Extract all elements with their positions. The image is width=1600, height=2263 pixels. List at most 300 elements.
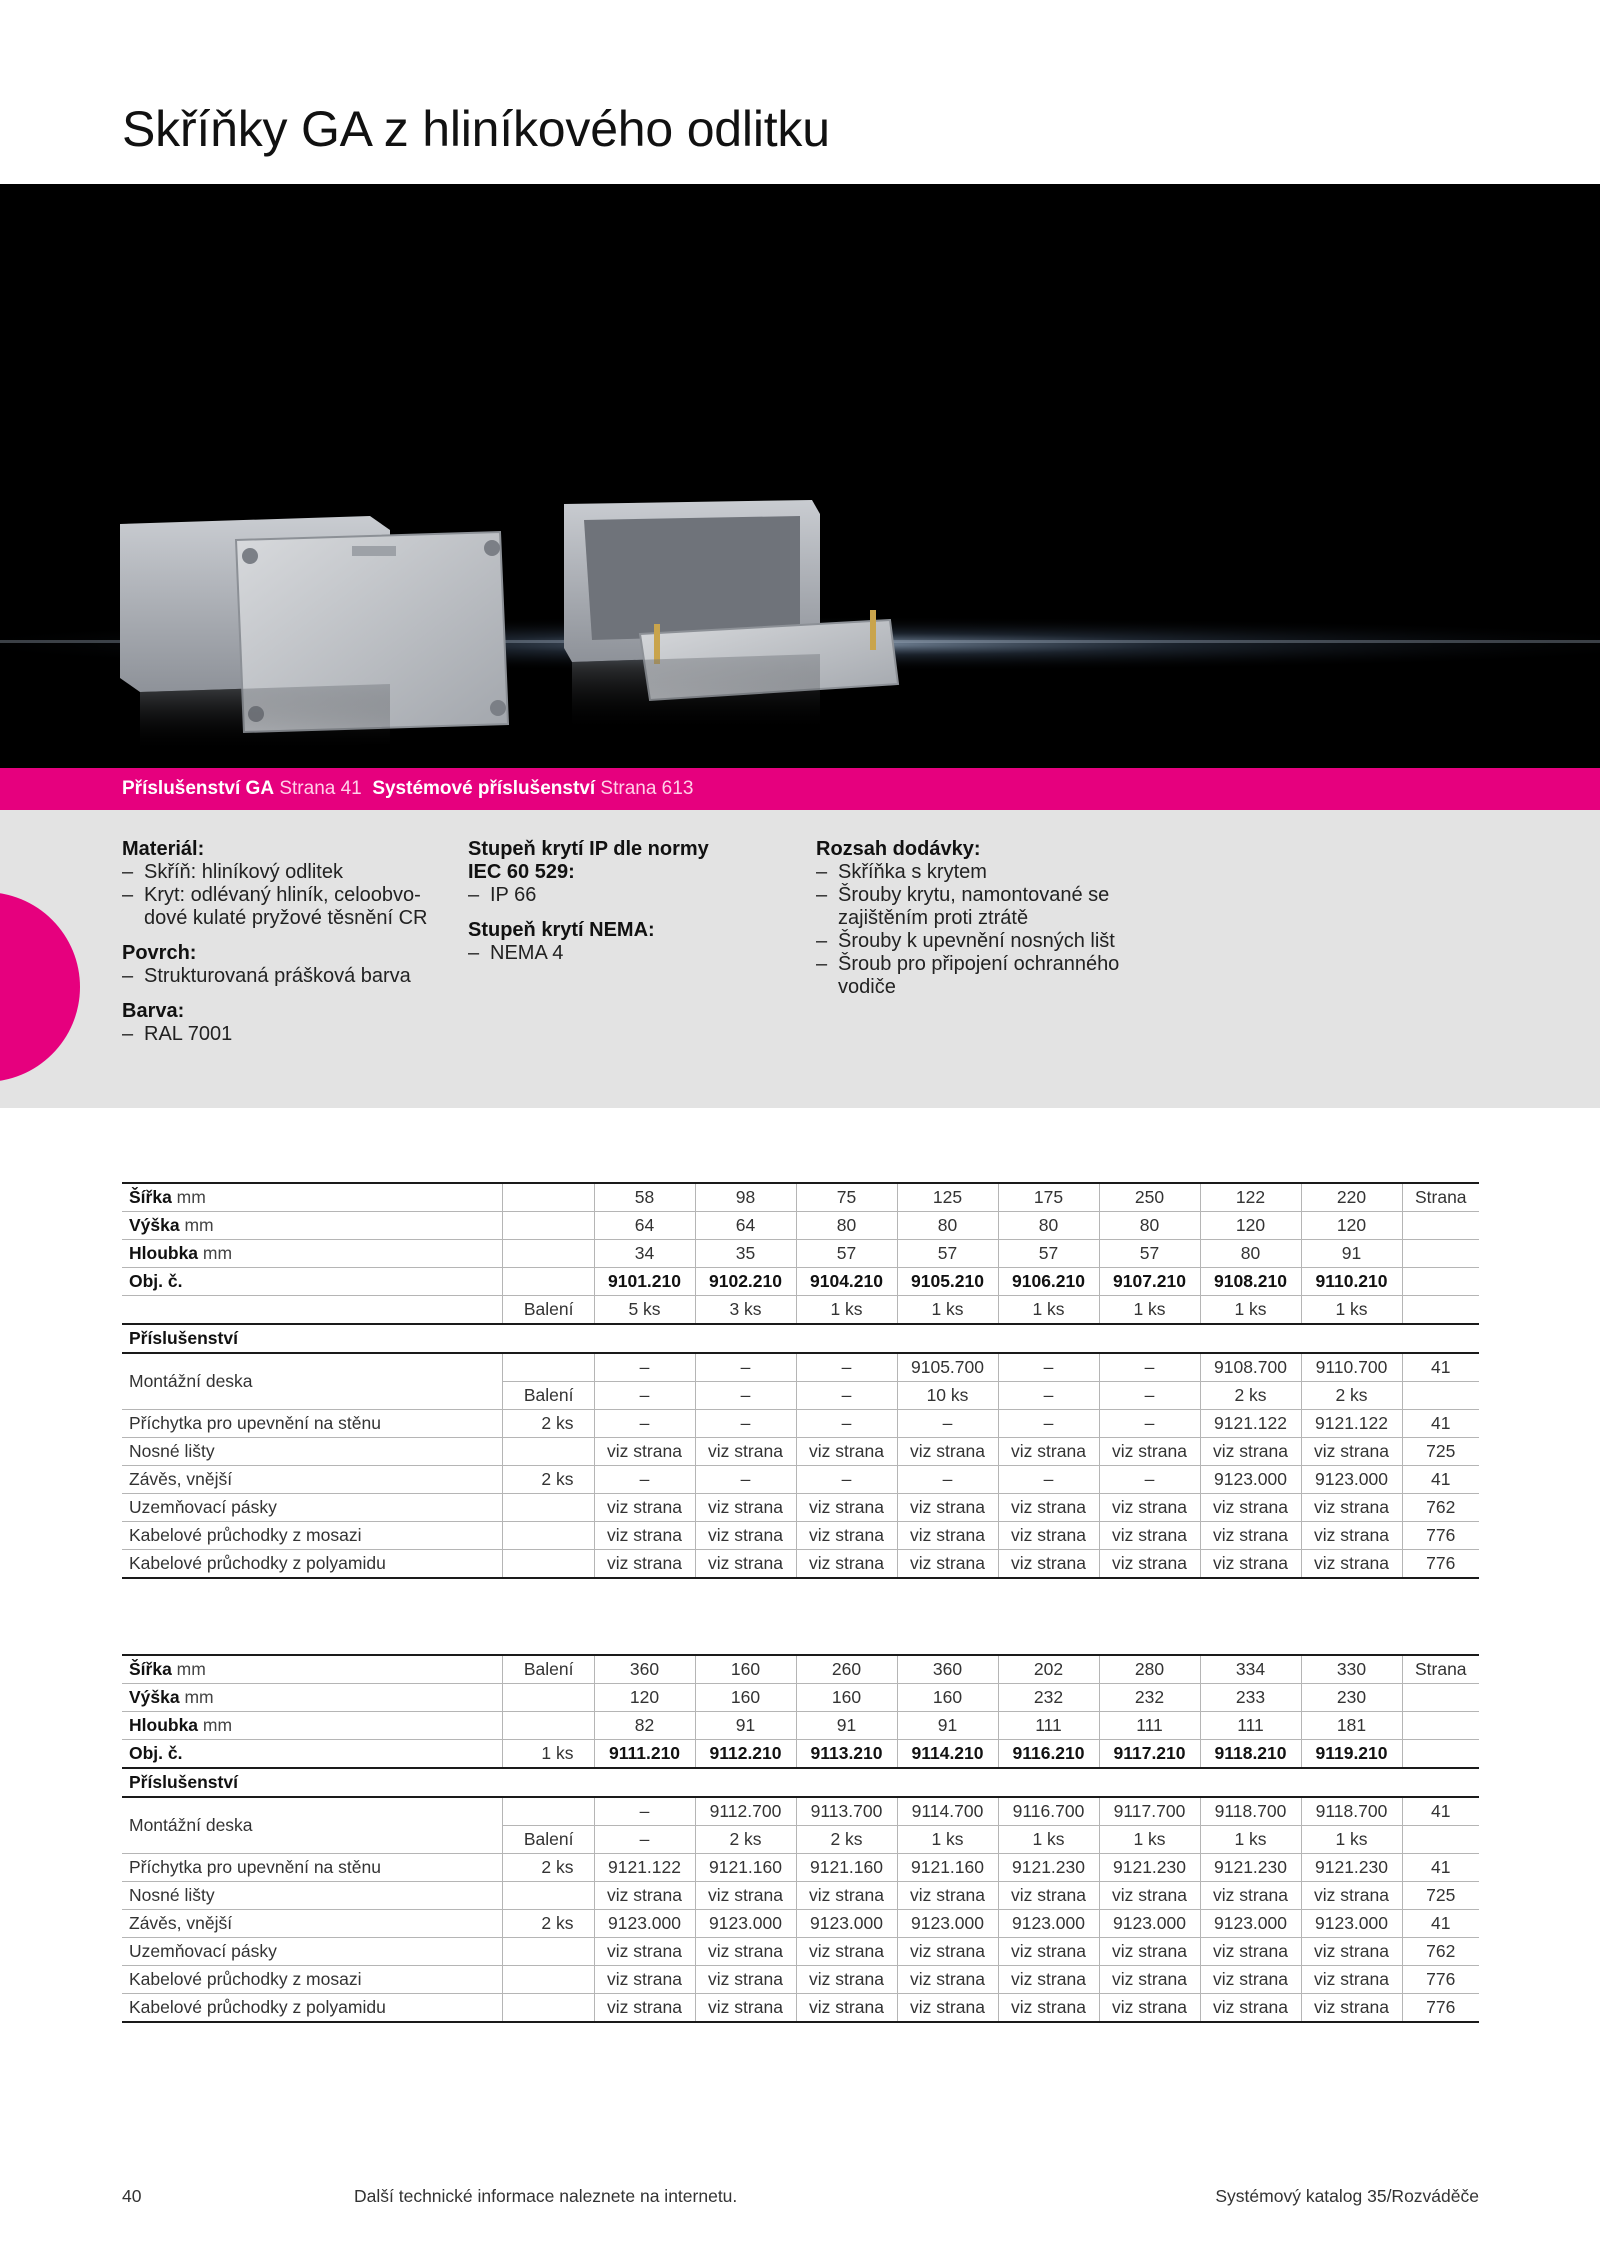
table-cell: 9113.210: [796, 1740, 897, 1769]
table-cell: 9118.700: [1301, 1797, 1402, 1826]
row-sub-label: [502, 1550, 594, 1579]
table-cell: 98: [695, 1183, 796, 1212]
table-cell: 280: [1099, 1655, 1200, 1684]
table-cell: 91: [695, 1712, 796, 1740]
row-sub-label: [502, 1240, 594, 1268]
table-cell: 111: [1200, 1712, 1301, 1740]
accessory-link-ga[interactable]: Příslušenství GA: [122, 778, 275, 799]
table-cell: 9112.210: [695, 1740, 796, 1769]
table-cell: 160: [695, 1684, 796, 1712]
row-label-main: Hloubka: [129, 1243, 199, 1263]
table-cell: 9105.700: [897, 1353, 998, 1382]
table-cell: –: [998, 1466, 1099, 1494]
table-cell: 91: [897, 1712, 998, 1740]
table-cell: 2 ks: [796, 1826, 897, 1854]
page-ref: [1402, 1712, 1479, 1740]
table-cell: 9118.210: [1200, 1740, 1301, 1769]
table-cell: 175: [998, 1183, 1099, 1212]
row-sub-label: [502, 1212, 594, 1240]
spec-list-item: – IP 66: [468, 884, 788, 907]
row-label-unit: mm: [198, 1715, 233, 1735]
table-cell: 57: [796, 1240, 897, 1268]
table-row: [122, 1882, 1479, 1910]
table-cell: viz strana: [897, 1994, 998, 2023]
table-row: [122, 1494, 1479, 1522]
row-label: [122, 1296, 502, 1325]
table-cell: 3 ks: [695, 1296, 796, 1325]
row-label: [122, 1655, 502, 1684]
table-cell: –: [594, 1382, 695, 1410]
row-label-main: Obj. č.: [129, 1743, 183, 1763]
row-label: Kabelové průchodky z polyamidu: [122, 1550, 502, 1579]
page-ref: 41: [1402, 1910, 1479, 1938]
row-sub-label: [502, 1797, 594, 1826]
table-row: [122, 1684, 1479, 1712]
enclosures-illustration: [0, 184, 1600, 768]
table-cell: viz strana: [897, 1550, 998, 1579]
table-cell: –: [594, 1410, 695, 1438]
page-ref: 41: [1402, 1797, 1479, 1826]
table-cell: 9121.160: [695, 1854, 796, 1882]
page-ref: 725: [1402, 1882, 1479, 1910]
table-cell: 1 ks: [1099, 1296, 1200, 1325]
section-heading: Příslušenství: [122, 1768, 1479, 1797]
table-cell: viz strana: [1301, 1522, 1402, 1550]
table-cell: –: [594, 1826, 695, 1854]
spec-list-item: – RAL 7001: [122, 1023, 452, 1046]
table-cell: viz strana: [1200, 1938, 1301, 1966]
table-cell: viz strana: [594, 1522, 695, 1550]
table-cell: viz strana: [594, 1494, 695, 1522]
table-cell: 9108.210: [1200, 1268, 1301, 1296]
table-cell: 9102.210: [695, 1268, 796, 1296]
accessory-link-ga-page: Strana 41: [279, 778, 362, 799]
table-cell: 233: [1200, 1684, 1301, 1712]
table-cell: 9123.000: [1200, 1910, 1301, 1938]
table-row: [122, 1183, 1479, 1212]
table-cell: 220: [1301, 1183, 1402, 1212]
delivery-title: Rozsah dodávky:: [816, 838, 981, 860]
row-label: Kabelové průchodky z mosazi: [122, 1522, 502, 1550]
row-sub-label: [502, 1684, 594, 1712]
table-cell: viz strana: [998, 1438, 1099, 1466]
table-cell: 9116.210: [998, 1740, 1099, 1769]
table-cell: viz strana: [695, 1994, 796, 2023]
table-cell: viz strana: [998, 1550, 1099, 1579]
table-cell: 1 ks: [998, 1296, 1099, 1325]
table-cell: 9123.000: [1301, 1910, 1402, 1938]
row-sub-label: [502, 1712, 594, 1740]
row-label: Montážní deska: [122, 1353, 502, 1410]
table-cell: viz strana: [998, 1938, 1099, 1966]
table-cell: viz strana: [897, 1966, 998, 1994]
table-cell: viz strana: [594, 1966, 695, 1994]
spec-column-delivery: [816, 838, 1156, 1011]
table-cell: viz strana: [1099, 1522, 1200, 1550]
spec-list-item: – Šrouby krytu, namontované se zajištěním proti ztrátě: [816, 884, 1156, 930]
table-cell: 1 ks: [1301, 1296, 1402, 1325]
spec-list-item: – Kryt: odlévaný hliník, celoobvo-dové kulaté pryžové těsnění CR: [122, 884, 452, 930]
table-cell: viz strana: [695, 1550, 796, 1579]
table-cell: –: [594, 1797, 695, 1826]
table-cell: viz strana: [897, 1438, 998, 1466]
table-cell: 1 ks: [998, 1826, 1099, 1854]
table-cell: viz strana: [1200, 1494, 1301, 1522]
table-cell: 2 ks: [695, 1826, 796, 1854]
table-cell: viz strana: [695, 1938, 796, 1966]
nema-list: [468, 942, 788, 965]
page-ref: 776: [1402, 1966, 1479, 1994]
material-title: Materiál:: [122, 838, 205, 860]
ip-title-line2: IEC 60 529:: [468, 861, 575, 883]
table-cell: 360: [897, 1655, 998, 1684]
table-cell: –: [796, 1466, 897, 1494]
table-row: [122, 1655, 1479, 1684]
page-ref: Strana: [1402, 1655, 1479, 1684]
table-cell: 34: [594, 1240, 695, 1268]
table-cell: 9121.122: [594, 1854, 695, 1882]
table-row: [122, 1324, 1479, 1353]
table-cell: 120: [1301, 1212, 1402, 1240]
table-cell: 1 ks: [1200, 1826, 1301, 1854]
row-label: Nosné lišty: [122, 1882, 502, 1910]
table-row: [122, 1410, 1479, 1438]
table-cell: viz strana: [1301, 1994, 1402, 2023]
row-label: [122, 1684, 502, 1712]
table-cell: –: [796, 1353, 897, 1382]
table-cell: viz strana: [998, 1882, 1099, 1910]
color-title: Barva:: [122, 1000, 185, 1022]
page-ref: [1402, 1296, 1479, 1325]
table-cell: 120: [1200, 1212, 1301, 1240]
table-cell: 58: [594, 1183, 695, 1212]
table-cell: 2 ks: [1200, 1382, 1301, 1410]
table-cell: 9112.700: [695, 1797, 796, 1826]
table-cell: 9121.122: [1301, 1410, 1402, 1438]
table-cell: 9123.000: [897, 1910, 998, 1938]
page-ref: 776: [1402, 1550, 1479, 1579]
row-sub-label: [502, 1522, 594, 1550]
table-cell: 9123.000: [796, 1910, 897, 1938]
table-cell: 9121.160: [796, 1854, 897, 1882]
color-list: [122, 1023, 452, 1046]
row-label-unit: mm: [171, 1659, 206, 1679]
table-cell: viz strana: [695, 1882, 796, 1910]
table-cell: 1 ks: [1200, 1296, 1301, 1325]
table-cell: viz strana: [1099, 1438, 1200, 1466]
table-cell: viz strana: [1099, 1494, 1200, 1522]
table-cell: viz strana: [1200, 1882, 1301, 1910]
table-cell: 82: [594, 1712, 695, 1740]
table-cell: 64: [594, 1212, 695, 1240]
row-sub-label: [502, 1994, 594, 2023]
table-cell: viz strana: [1099, 1966, 1200, 1994]
table-cell: 5 ks: [594, 1296, 695, 1325]
table-cell: –: [796, 1382, 897, 1410]
table-cell: –: [695, 1466, 796, 1494]
row-label-unit: mm: [179, 1215, 214, 1235]
table-cell: 9123.000: [695, 1910, 796, 1938]
table-cell: 9121.230: [1099, 1854, 1200, 1882]
table-cell: 232: [1099, 1684, 1200, 1712]
table-row: [122, 1712, 1479, 1740]
table-cell: 260: [796, 1655, 897, 1684]
table-row: [122, 1212, 1479, 1240]
nema-title: Stupeň krytí NEMA:: [468, 919, 655, 941]
page-ref: 776: [1402, 1522, 1479, 1550]
row-label: Nosné lišty: [122, 1438, 502, 1466]
table-cell: –: [1099, 1410, 1200, 1438]
table-cell: viz strana: [1301, 1938, 1402, 1966]
row-label: [122, 1268, 502, 1296]
table-cell: viz strana: [1200, 1522, 1301, 1550]
table-cell: 120: [594, 1684, 695, 1712]
row-sub-label: Balení: [502, 1826, 594, 1854]
table-cell: –: [897, 1410, 998, 1438]
table-cell: 9121.230: [1200, 1854, 1301, 1882]
row-sub-label: 2 ks: [502, 1410, 594, 1438]
table-cell: 111: [998, 1712, 1099, 1740]
page-ref: [1402, 1382, 1479, 1410]
row-label: [122, 1212, 502, 1240]
table-cell: 9123.000: [998, 1910, 1099, 1938]
table-cell: –: [998, 1410, 1099, 1438]
table-cell: 9121.122: [1200, 1410, 1301, 1438]
ip-title-line1: Stupeň krytí IP dle normy: [468, 838, 709, 860]
table-cell: 9117.210: [1099, 1740, 1200, 1769]
row-sub-label: 2 ks: [502, 1466, 594, 1494]
table-cell: 9101.210: [594, 1268, 695, 1296]
table-cell: –: [695, 1382, 796, 1410]
table-cell: 9106.210: [998, 1268, 1099, 1296]
table-cell: 9107.210: [1099, 1268, 1200, 1296]
table-cell: viz strana: [796, 1882, 897, 1910]
table-cell: viz strana: [897, 1494, 998, 1522]
table-cell: 9114.700: [897, 1797, 998, 1826]
table-cell: 75: [796, 1183, 897, 1212]
table-cell: 1 ks: [1301, 1826, 1402, 1854]
table-cell: 9114.210: [897, 1740, 998, 1769]
table-cell: viz strana: [998, 1522, 1099, 1550]
table-cell: 64: [695, 1212, 796, 1240]
page-ref: [1402, 1826, 1479, 1854]
table-cell: –: [695, 1353, 796, 1382]
table-cell: –: [796, 1410, 897, 1438]
spec-column-protection: [468, 838, 788, 977]
table-cell: 360: [594, 1655, 695, 1684]
row-label: [122, 1740, 502, 1769]
table-cell: viz strana: [594, 1938, 695, 1966]
row-sub-label: [502, 1938, 594, 1966]
table-row: [122, 1268, 1479, 1296]
table-cell: viz strana: [1301, 1882, 1402, 1910]
spec-list-item: – Strukturovaná prášková barva: [122, 965, 452, 988]
product-table-1: [122, 1182, 1479, 1579]
table-cell: viz strana: [1301, 1550, 1402, 1579]
table-cell: viz strana: [796, 1494, 897, 1522]
table-cell: viz strana: [1200, 1994, 1301, 2023]
table-cell: 160: [897, 1684, 998, 1712]
row-label-main: Výška: [129, 1215, 180, 1235]
footer-info: Další technické informace naleznete na internetu.: [354, 2186, 738, 2206]
table-cell: viz strana: [796, 1438, 897, 1466]
row-sub-label: 1 ks: [502, 1740, 594, 1769]
table-cell: 80: [796, 1212, 897, 1240]
spec-list-item: – NEMA 4: [468, 942, 788, 965]
table-cell: –: [897, 1466, 998, 1494]
row-label: [122, 1712, 502, 1740]
table-cell: viz strana: [1099, 1994, 1200, 2023]
table-cell: viz strana: [1200, 1438, 1301, 1466]
table-row: [122, 1797, 1479, 1826]
surface-title: Povrch:: [122, 942, 197, 964]
row-label-unit: mm: [179, 1687, 214, 1707]
table-row: [122, 1910, 1479, 1938]
table-cell: viz strana: [695, 1966, 796, 1994]
table-cell: viz strana: [695, 1522, 796, 1550]
table-cell: 9123.000: [1099, 1910, 1200, 1938]
table-cell: viz strana: [796, 1550, 897, 1579]
table-cell: viz strana: [695, 1494, 796, 1522]
table-cell: viz strana: [1200, 1550, 1301, 1579]
row-sub-label: 2 ks: [502, 1854, 594, 1882]
page-ref: [1402, 1240, 1479, 1268]
table-cell: 230: [1301, 1684, 1402, 1712]
row-label: Kabelové průchodky z mosazi: [122, 1966, 502, 1994]
table-row: [122, 1296, 1479, 1325]
table-row: [122, 1466, 1479, 1494]
page-ref: 776: [1402, 1994, 1479, 2023]
row-sub-label: [502, 1183, 594, 1212]
table-cell: 80: [897, 1212, 998, 1240]
row-sub-label: [502, 1882, 594, 1910]
section-heading: Příslušenství: [122, 1324, 1479, 1353]
table-cell: 125: [897, 1183, 998, 1212]
spec-list-item: – Skříň: hliníkový odlitek: [122, 861, 452, 884]
table-cell: –: [998, 1382, 1099, 1410]
row-label: Závěs, vnější: [122, 1910, 502, 1938]
table-cell: viz strana: [594, 1882, 695, 1910]
row-sub-label: [502, 1494, 594, 1522]
table-row: [122, 1768, 1479, 1797]
table-cell: 9105.210: [897, 1268, 998, 1296]
accessory-link-system[interactable]: Systémové příslušenství: [372, 778, 596, 799]
table-row: [122, 1550, 1479, 1579]
accessory-bar: [0, 768, 1600, 810]
table-cell: 111: [1099, 1712, 1200, 1740]
table-cell: 9123.000: [1301, 1466, 1402, 1494]
table-row: [122, 1240, 1479, 1268]
table-cell: –: [998, 1353, 1099, 1382]
table-row: [122, 1966, 1479, 1994]
page-ref: Strana: [1402, 1183, 1479, 1212]
table-cell: 91: [1301, 1240, 1402, 1268]
row-sub-label: [502, 1966, 594, 1994]
table-cell: 250: [1099, 1183, 1200, 1212]
table-cell: 9121.230: [998, 1854, 1099, 1882]
table-cell: 9121.160: [897, 1854, 998, 1882]
row-label: Uzemňovací pásky: [122, 1938, 502, 1966]
table-cell: 35: [695, 1240, 796, 1268]
table-cell: 1 ks: [897, 1826, 998, 1854]
row-label: Příchytka pro upevnění na stěnu: [122, 1854, 502, 1882]
material-list: [122, 861, 452, 930]
table-cell: 9110.700: [1301, 1353, 1402, 1382]
table-cell: viz strana: [1099, 1882, 1200, 1910]
row-sub-label: Balení: [502, 1655, 594, 1684]
table-row: [122, 1854, 1479, 1882]
page-ref: 41: [1402, 1854, 1479, 1882]
table-cell: 202: [998, 1655, 1099, 1684]
row-sub-label: [502, 1438, 594, 1466]
table-cell: 160: [796, 1684, 897, 1712]
table-cell: viz strana: [796, 1994, 897, 2023]
table-cell: 1 ks: [796, 1296, 897, 1325]
row-label-main: Výška: [129, 1687, 180, 1707]
surface-list: [122, 965, 452, 988]
table-row: [122, 1740, 1479, 1769]
row-label: [122, 1240, 502, 1268]
ip-list: [468, 884, 788, 907]
table-cell: 9118.700: [1200, 1797, 1301, 1826]
row-label-main: Šířka: [129, 1659, 172, 1679]
table-cell: –: [594, 1353, 695, 1382]
product-photo: [0, 184, 1600, 768]
table-cell: 1 ks: [897, 1296, 998, 1325]
page-ref: 725: [1402, 1438, 1479, 1466]
table-cell: 9104.210: [796, 1268, 897, 1296]
table-cell: viz strana: [897, 1882, 998, 1910]
spec-column-material: [122, 838, 452, 1058]
table-row: [122, 1938, 1479, 1966]
table-cell: 2 ks: [1301, 1382, 1402, 1410]
table-cell: viz strana: [1099, 1550, 1200, 1579]
table-cell: 9121.230: [1301, 1854, 1402, 1882]
row-label-unit: mm: [171, 1187, 206, 1207]
table-cell: 9113.700: [796, 1797, 897, 1826]
page-ref: 41: [1402, 1466, 1479, 1494]
table-cell: 9108.700: [1200, 1353, 1301, 1382]
row-label-unit: mm: [198, 1243, 233, 1263]
table-cell: –: [1099, 1382, 1200, 1410]
table-cell: 91: [796, 1712, 897, 1740]
spec-list-item: – Šroub pro připojení ochranného vodiče: [816, 953, 1156, 999]
delivery-list: [816, 861, 1156, 999]
product-table-2: [122, 1654, 1479, 2023]
table-cell: –: [1099, 1353, 1200, 1382]
page-ref: [1402, 1740, 1479, 1769]
table-cell: viz strana: [1301, 1966, 1402, 1994]
table-cell: 9111.210: [594, 1740, 695, 1769]
page-ref: 41: [1402, 1410, 1479, 1438]
page-ref: 41: [1402, 1353, 1479, 1382]
footer-catalog: Systémový katalog 35/Rozváděče: [1215, 2186, 1479, 2206]
page-number: 40: [122, 2186, 142, 2206]
accessory-link-system-page: Strana 613: [600, 778, 694, 799]
table-cell: 9110.210: [1301, 1268, 1402, 1296]
table-cell: viz strana: [897, 1938, 998, 1966]
page-ref: 762: [1402, 1938, 1479, 1966]
table-cell: 160: [695, 1655, 796, 1684]
row-label: Montážní deska: [122, 1797, 502, 1854]
row-label-main: Obj. č.: [129, 1271, 183, 1291]
table-cell: viz strana: [594, 1994, 695, 2023]
page-ref: [1402, 1684, 1479, 1712]
table-cell: 9119.210: [1301, 1740, 1402, 1769]
table-cell: 9117.700: [1099, 1797, 1200, 1826]
spec-list-item: – Šrouby k upevnění nosných lišt: [816, 930, 1156, 953]
table-row: [122, 1522, 1479, 1550]
